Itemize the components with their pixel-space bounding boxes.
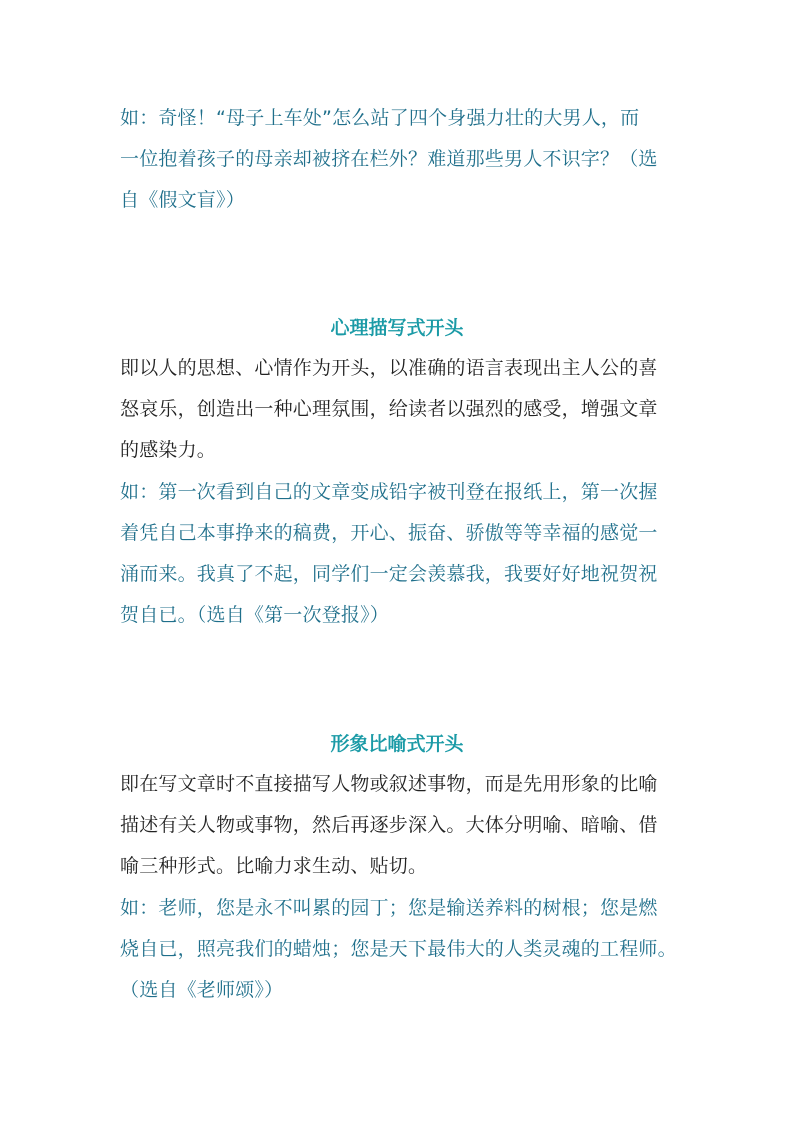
body-line: 即在写文章时不直接描写人物或叙述事物，而是先用形象的比喻 xyxy=(120,773,658,795)
example-line: 烧自已，照亮我们的蜡烛；您是天下最伟大的人类灵魂的工程师。 xyxy=(120,938,677,960)
body-line: 喻三种形式。比喻力求生动、贴切。 xyxy=(120,855,428,877)
body-line: 即以人的思想、心情作为开头，以准确的语言表现出主人公的喜 xyxy=(120,357,658,379)
example-line: 涌而来。我真了不起，同学们一定会羡慕我，我要好好地祝贺祝 xyxy=(120,563,658,585)
example-paragraph-1 xyxy=(120,98,680,221)
example-line: （选自《老师颂》） xyxy=(120,979,284,1001)
example-line: 自《假文盲》） xyxy=(120,189,245,211)
section-heading-psychological: 心理描写式开头 xyxy=(330,317,464,339)
example-line: 一位抱着孩子的母亲却被挤在栏外？难道那些男人不识字？（选 xyxy=(120,148,658,170)
example-line: 如：老师，您是永不叫累的园丁；您是输送养料的树根；您是燃 xyxy=(120,897,658,919)
example-line: 着凭自己本事挣来的稿费，开心、振奋、骄傲等等幸福的感觉一 xyxy=(120,522,658,544)
section1-example xyxy=(120,472,680,636)
example-line: 如：奇怪！“母子上车处”怎么站了四个身强力壮的大男人，而 xyxy=(120,107,640,129)
section2-example xyxy=(120,888,680,1011)
body-line: 描述有关人物或事物，然后再逐步深入。大体分明喻、暗喻、借 xyxy=(120,814,658,836)
example-line: 贺自已。（选自《第一次登报》） xyxy=(120,604,390,626)
section2-body xyxy=(120,764,680,887)
example-line: 如：第一次看到自己的文章变成铅字被刊登在报纸上，第一次握 xyxy=(120,481,658,503)
body-line: 的感染力。 xyxy=(120,439,217,461)
body-line: 怒哀乐，创造出一种心理氛围，给读者以强烈的感受，增强文章 xyxy=(120,398,658,420)
section1-body xyxy=(120,348,680,471)
section-heading-metaphor: 形象比喻式开头 xyxy=(330,733,464,755)
